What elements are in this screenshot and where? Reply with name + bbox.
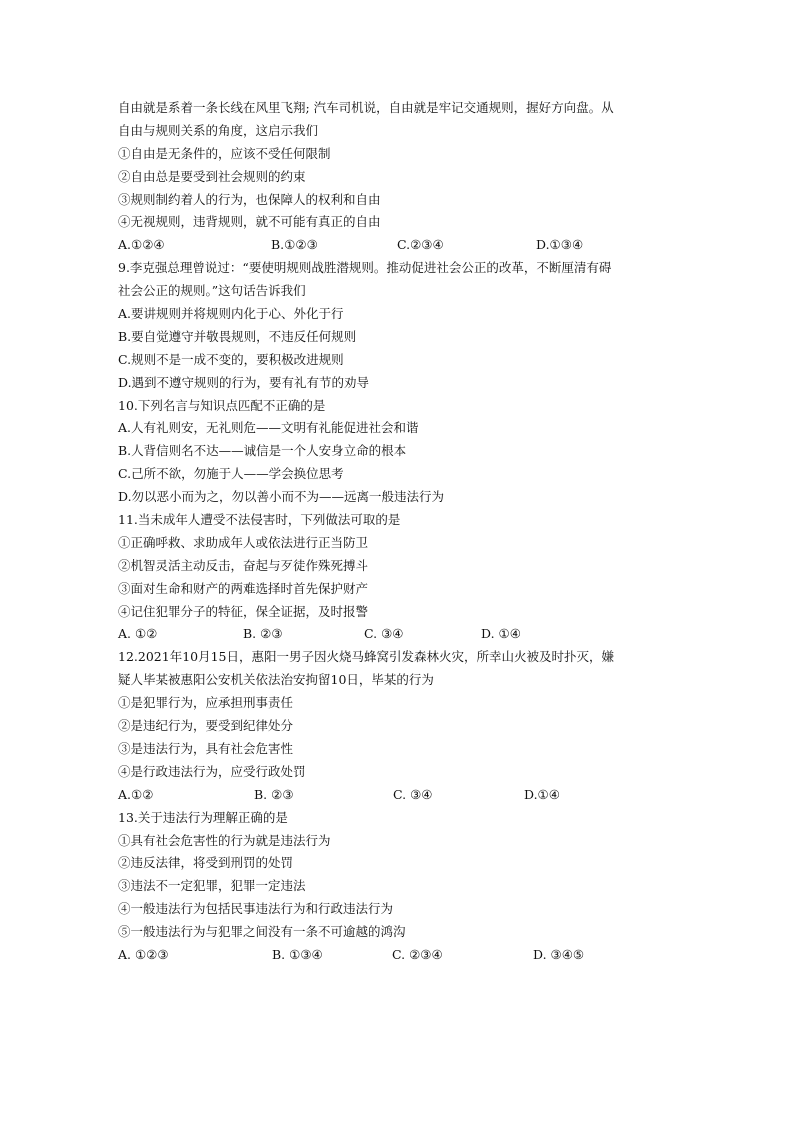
option-b: B. ②③ <box>243 626 283 642</box>
question-stem-line: 自由与规则关系的角度，这启示我们 <box>118 122 319 138</box>
question-13 <box>118 807 683 967</box>
choice-c: C.规则不是一成不变的，要积极改进规则 <box>118 351 344 367</box>
option-d: D. ①④ <box>481 626 521 642</box>
option-d: D. ③④⑤ <box>533 946 585 962</box>
statement-item: ①正确呼救、求助成年人或依法进行正当防卫 <box>118 534 369 550</box>
statement-item: ④是行政违法行为，应受行政处罚 <box>118 763 306 779</box>
statement-item: ④记住犯罪分子的特征，保全证据，及时报警 <box>118 603 369 619</box>
answer-options <box>118 234 683 257</box>
choice-a: A.要讲规则并将规则内化于心、外化于行 <box>118 306 344 322</box>
statement-item: ②机智灵活主动反击，奋起与歹徒作殊死搏斗 <box>118 557 369 573</box>
choice-d: D.勿以恶小而为之，勿以善小而不为——远离一般违法行为 <box>118 489 445 505</box>
statement-item: ②自由总是要受到社会规则的约束 <box>118 168 306 184</box>
question-12 <box>118 646 683 806</box>
statement-item: ③规则制约着人的行为，也保障人的权利和自由 <box>118 191 381 207</box>
answer-options <box>118 944 683 967</box>
option-c: C. ③④ <box>393 786 433 802</box>
statement-item: ②是违纪行为，要受到纪律处分 <box>118 718 294 734</box>
option-a: A. ①② <box>118 626 158 642</box>
question-stem-line: 12.2021年10月15日，惠阳一男子因火烧马蜂窝引发森林火灾，所幸山火被及时扑灭，嫌 <box>118 649 615 665</box>
question-stem-line: 自由就是系着一条长线在风里飞翔; 汽车司机说，自由就是牢记交通规则，握好方向盘。从 <box>118 100 614 115</box>
answer-options <box>118 623 683 646</box>
statement-item: ②违反法律，将受到刑罚的处罚 <box>118 855 294 871</box>
option-a: A.①② <box>118 786 154 802</box>
question-stem-line: 11.当未成年人遭受不法侵害时，下列做法可取的是 <box>118 512 401 528</box>
question-stem-line: 13.关于违法行为理解正确的是 <box>118 809 288 825</box>
question-stem-line: 疑人毕某被惠阳公安机关依法治安拘留10日，毕某的行为 <box>118 672 434 688</box>
question-10 <box>118 395 683 509</box>
statement-item: ③违法不一定犯罪，犯罪一定违法 <box>118 878 306 894</box>
option-a: A. ①②③ <box>118 946 169 962</box>
question-8 <box>118 97 683 257</box>
statement-item: ③是违法行为，具有社会危害性 <box>118 740 294 756</box>
statement-item: ④一般违法行为包括民事违法行为和行政违法行为 <box>118 901 394 917</box>
option-d: D.①④ <box>524 786 560 802</box>
statement-item: ⑤一般违法行为与犯罪之间没有一条不可逾越的鸿沟 <box>118 924 406 940</box>
choice-b: B.要自觉遵守并敬畏规则，不违反任何规则 <box>118 328 357 344</box>
option-d: D.①③④ <box>536 237 584 253</box>
option-b: B.①②③ <box>271 237 318 253</box>
option-c: C.②③④ <box>397 237 444 253</box>
choice-b: B.人背信则名不达——诚信是一个人安身立命的根本 <box>118 443 407 459</box>
option-c: C. ②③④ <box>392 946 443 962</box>
statement-item: ①是犯罪行为，应承担刑事责任 <box>118 695 294 711</box>
statement-item: ④无视规则，违背规则，就不可能有真正的自由 <box>118 214 381 230</box>
statement-item: ①自由是无条件的，应该不受任何限制 <box>118 145 331 161</box>
choice-a: A.人有礼则安，无礼则危——文明有礼能促进社会和谐 <box>118 420 419 436</box>
answer-options <box>118 784 683 807</box>
question-stem-line: 10.下列名言与知识点匹配不正确的是 <box>118 397 326 413</box>
option-a: A.①②④ <box>118 237 165 253</box>
option-b: B. ②③ <box>254 786 294 802</box>
statement-item: ③面对生命和财产的两难选择时首先保护财产 <box>118 580 369 596</box>
question-9 <box>118 257 683 394</box>
question-stem-line: 社会公正的规则。”这句话告诉我们 <box>118 283 306 299</box>
option-c: C. ③④ <box>364 626 404 642</box>
choice-d: D.遇到不遵守规则的行为，要有礼有节的劝导 <box>118 374 370 390</box>
exam-page <box>118 97 683 967</box>
choice-c: C.己所不欲，勿施于人——学会换位思考 <box>118 466 344 482</box>
option-b: B. ①③④ <box>272 946 323 962</box>
question-11 <box>118 509 683 646</box>
statement-item: ①具有社会危害性的行为就是违法行为 <box>118 832 331 848</box>
question-stem-line: 9.李克强总理曾说过：“要使明规则战胜潜规则。推动促进社会公正的改革，不断厘清有碍 <box>118 260 612 276</box>
